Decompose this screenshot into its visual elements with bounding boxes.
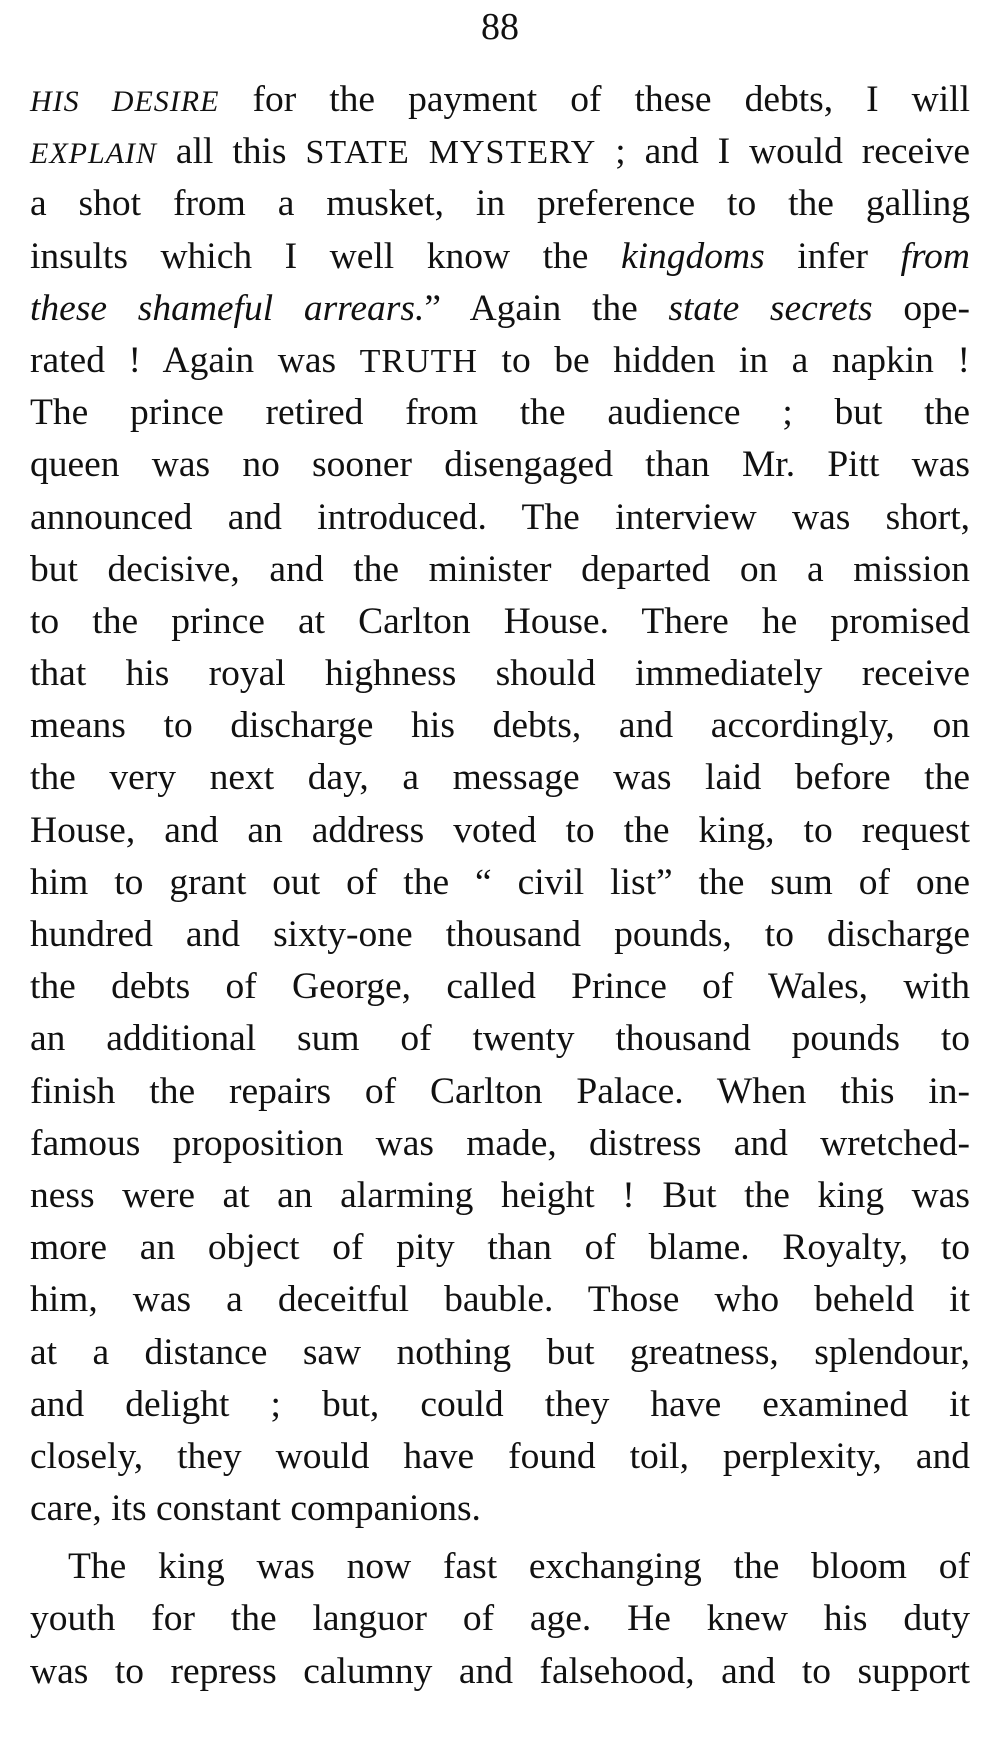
text-run: was to repress calumny and falsehood, and to support bbox=[30, 1650, 970, 1692]
text-line bbox=[30, 909, 970, 961]
text-run: all this bbox=[157, 131, 306, 173]
text-line bbox=[30, 1013, 970, 1065]
page-number: 88 bbox=[481, 6, 519, 48]
text-line bbox=[30, 387, 970, 439]
text-line bbox=[30, 752, 970, 804]
text-line bbox=[30, 439, 970, 491]
text-run: care, its constant companions. bbox=[30, 1488, 481, 1530]
text-line bbox=[30, 805, 970, 857]
text-run: ” Again the bbox=[424, 287, 669, 329]
text-run: more an object of pity than of blame. Royalty, to bbox=[30, 1227, 970, 1269]
small-caps-text: EXPLAIN bbox=[30, 137, 157, 171]
text-run: and delight ; but, could they have examined it bbox=[30, 1383, 970, 1425]
paragraph bbox=[30, 1541, 970, 1698]
text-run: but decisive, and the minister departed on a mission bbox=[30, 548, 970, 590]
text-run: closely, they would have found toil, perplexity, and bbox=[30, 1435, 970, 1477]
text-run: to the prince at Carlton House. There he promised bbox=[30, 600, 970, 642]
text-run: hundred and sixty-one thousand pounds, to discharge bbox=[30, 914, 970, 955]
text-run: ope- bbox=[872, 287, 970, 329]
text-line bbox=[30, 1274, 970, 1326]
text-run: to be hidden in a napkin ! bbox=[477, 339, 970, 381]
text-run: finish the repairs of Carlton Palace. When this in- bbox=[30, 1070, 970, 1112]
text-line bbox=[30, 1483, 970, 1535]
text-line bbox=[30, 178, 970, 230]
text-line bbox=[30, 1170, 970, 1222]
text-line bbox=[30, 544, 970, 596]
text-run: an additional sum of twenty thousand pounds to bbox=[30, 1018, 970, 1060]
text-run: The king was now fast exchanging the bloom of bbox=[68, 1546, 970, 1588]
text-line bbox=[30, 74, 970, 126]
italic-text: state secrets bbox=[668, 287, 873, 329]
text-run: for the payment of these debts, I will bbox=[219, 79, 970, 120]
text-line bbox=[30, 1222, 970, 1274]
text-line bbox=[30, 1327, 970, 1379]
text-run: ; and I would receive bbox=[596, 131, 970, 173]
text-line bbox=[30, 857, 970, 909]
italic-text: these shameful arrears. bbox=[30, 287, 425, 329]
text-line bbox=[30, 700, 970, 752]
text-line bbox=[30, 1593, 970, 1645]
text-run: ness were at an alarming height ! But the king was bbox=[30, 1174, 970, 1216]
text-line bbox=[30, 1118, 970, 1170]
text-run: announced and introduced. The interview was short, bbox=[30, 496, 970, 538]
text-run: queen was no sooner disengaged than Mr. Pitt was bbox=[30, 444, 970, 486]
text-line bbox=[30, 283, 970, 335]
text-run: him, was a deceitful bauble. Those who beheld it bbox=[30, 1279, 970, 1321]
text-line bbox=[30, 648, 970, 700]
text-run: a shot from a musket, in preference to the galling bbox=[30, 183, 970, 225]
text-run: House, and an address voted to the king, to request bbox=[30, 809, 970, 851]
text-run: means to discharge his debts, and accordingly, on bbox=[30, 705, 970, 747]
small-caps-text: TRUTH bbox=[359, 342, 478, 380]
text-line bbox=[30, 126, 970, 178]
text-line bbox=[30, 231, 970, 283]
text-run: insults which I well know the bbox=[30, 235, 621, 277]
text-run: rated ! Again was bbox=[30, 339, 360, 381]
italic-text: from bbox=[900, 235, 970, 277]
text-run: that his royal highness should immediately receive bbox=[30, 653, 970, 695]
text-line bbox=[30, 1379, 970, 1431]
text-line bbox=[30, 1646, 970, 1698]
text-line bbox=[30, 961, 970, 1013]
text-run: the debts of George, called Prince of Wales, with bbox=[30, 966, 970, 1008]
italic-text: kingdoms bbox=[620, 235, 765, 277]
small-caps-text: STATE MYSTERY bbox=[305, 134, 597, 172]
text-line bbox=[30, 1541, 970, 1593]
body-text bbox=[30, 74, 970, 1698]
text-run: The prince retired from the audience ; but the bbox=[30, 392, 970, 434]
text-run: youth for the languor of age. He knew his duty bbox=[30, 1598, 970, 1640]
text-run: famous proposition was made, distress and wretched- bbox=[30, 1122, 970, 1164]
text-run: at a distance saw nothing but greatness, splendour, bbox=[30, 1331, 970, 1373]
text-line bbox=[30, 492, 970, 544]
text-run: infer bbox=[764, 235, 901, 277]
text-run: him to grant out of the “ civil list” the sum of one bbox=[30, 861, 970, 903]
text-run: the very next day, a message was laid before the bbox=[30, 757, 970, 799]
text-line bbox=[30, 1431, 970, 1483]
small-caps-text: HIS DESIRE bbox=[30, 85, 220, 118]
paragraph bbox=[30, 74, 970, 1535]
text-line bbox=[30, 596, 970, 648]
text-line bbox=[30, 335, 970, 387]
text-line bbox=[30, 1066, 970, 1118]
